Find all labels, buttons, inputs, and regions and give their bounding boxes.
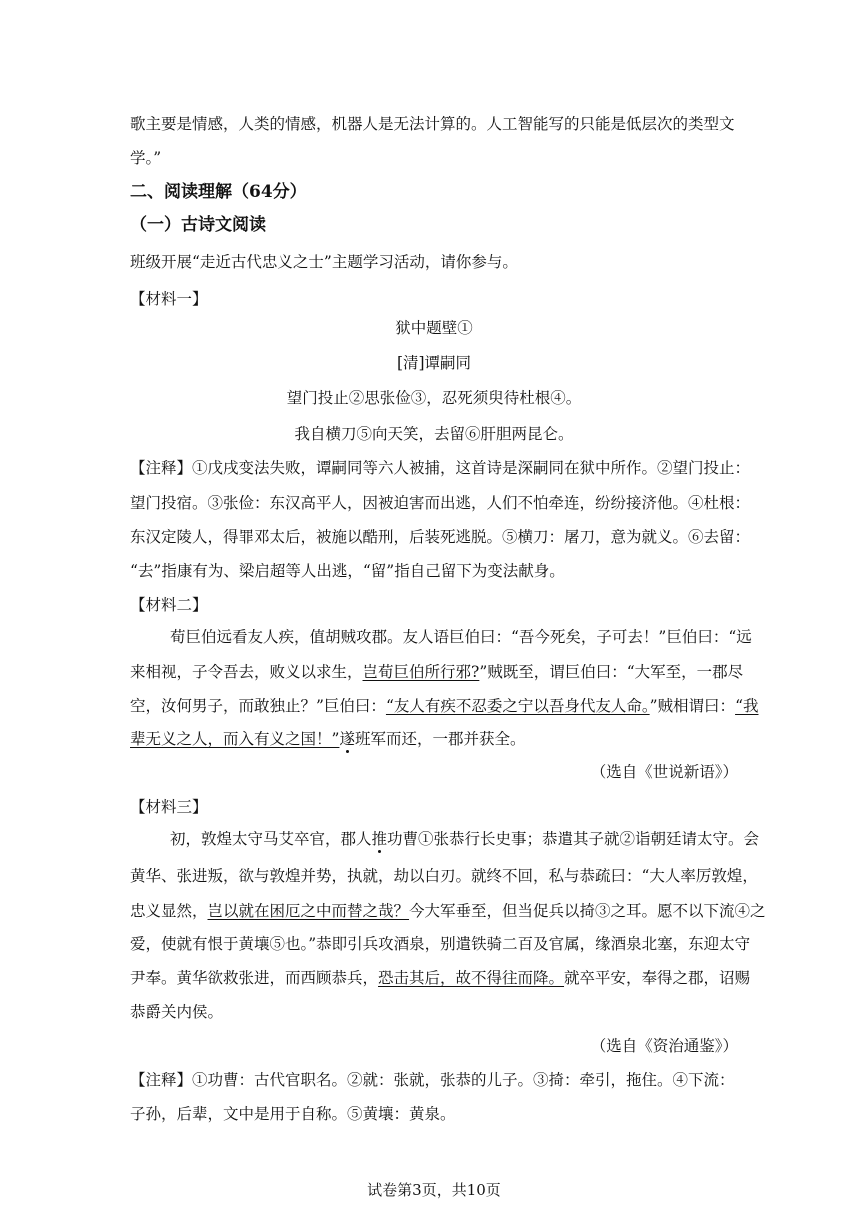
- poem-author: [清]谭嗣同: [396, 354, 472, 372]
- underlined-sentence: “友人有疾不忍委之宁以吾身代友人命。: [385, 697, 650, 715]
- text-line: [130, 729, 525, 749]
- text-span: 功曹①张恭行长史事；恭遣其子就②诣朝廷请太守。会: [387, 830, 760, 848]
- material-label: 【材料一】: [130, 290, 208, 308]
- text-line: [130, 901, 766, 921]
- poem-line: 望门投止②思张俭③，忍死须臾待杜根④。: [286, 389, 582, 407]
- text-line: [130, 968, 750, 988]
- underlined-sentence: 恐击其后，故不得往而降。: [378, 969, 565, 987]
- text-span: 忠义显然，: [130, 902, 208, 920]
- underlined-sentence: 岂以就在困厄之中而替之哉？: [207, 902, 410, 920]
- note-line: “去”指康有为、梁启超等人出逃，“留”指自己留下为变法献身。: [130, 562, 565, 580]
- page-footer: 试卷第3页，共10页: [367, 1181, 501, 1199]
- note-line: 望门投宿。③张俭：东汉高平人，因被迫害而出逃，人们不怕牵连，纷纷接济他。④杜根：: [130, 494, 751, 512]
- emphasis-dot-char: 遂: [339, 730, 355, 748]
- text-line: [170, 829, 759, 849]
- text-span: 班军而还，一郡并获全。: [354, 730, 526, 748]
- text-span: 就卒平安，奉得之郡，诏赐: [564, 969, 751, 987]
- note-line: 子孙，后辈，文中是用于自称。⑤黄壤：黄泉。: [130, 1105, 456, 1123]
- text-line: 学。”: [130, 149, 162, 167]
- material-label: 【材料三】: [130, 798, 208, 816]
- underlined-sentence: “我: [735, 697, 759, 715]
- note-line: 东汉定陵人，得罪邓太后，被施以酷刑，后装死逃脱。⑤横刀：屠刀，意为就义。⑥去留：: [130, 528, 751, 546]
- poem-title: 狱中题壁①: [395, 319, 473, 337]
- source-citation: （选自《资治通鉴》）: [590, 1037, 738, 1055]
- text-line: 恭爵关内侯。: [130, 1003, 224, 1021]
- intro-text: 班级开展“走近古代忠义之士”主题学习活动，请你参与。: [130, 253, 518, 271]
- text-span: 初，敦煌太守马艾卒官，郡人: [170, 830, 372, 848]
- text-span: 尹奉。黄华欲救张进，而西顾恭兵，: [130, 969, 379, 987]
- underlined-sentence: 辈无义之人，而入有义之国！”: [130, 730, 340, 748]
- material-label: 【材料二】: [130, 596, 208, 614]
- note-line: 【注释】①戊戌变法失败，谭嗣同等六人被捕，这首诗是深嗣同在狱中所作。②望门投止：: [130, 459, 751, 477]
- text-span: 空，汝何男子，而敢独止？”巨伯曰：: [130, 697, 386, 715]
- text-span: 来相视，子令吾去，败义以求生，: [130, 663, 363, 681]
- source-citation: （选自《世说新语》）: [590, 763, 738, 781]
- text-line: 荀巨伯远看友人疾，值胡贼攻郡。友人语巨伯曰：“吾今死矣，子可去！”巨伯曰：“远: [170, 628, 752, 646]
- emphasis-dot-char: 推: [371, 830, 388, 848]
- text-span: ”贼相谓曰：: [649, 697, 736, 715]
- underlined-sentence: 岂荀巨伯所行邪?: [362, 663, 480, 681]
- note-line: 【注释】①功曹：古代官职名。②就：张就，张恭的儿子。③掎：牵引，拖住。④下流：: [130, 1071, 735, 1089]
- text-line: 黄华、张进叛，欲与敦煌并势，执就，劫以白刃。就终不回，私与恭疏曰：“大人率厉敦煌，: [130, 867, 758, 885]
- text-line: [130, 662, 743, 682]
- text-line: 歌主要是情感，人类的情感，机器人是无法计算的。人工智能写的只能是低层次的类型文: [130, 115, 735, 133]
- section-title: 二、阅读理解（64分）: [130, 182, 307, 202]
- text-span: ”贼既至，谓巨伯曰：“大军至，一郡尽: [479, 663, 744, 681]
- poem-line: 我自横刀⑤向天笑，去留⑥肝胆两昆仑。: [294, 425, 574, 443]
- text-line: 爱，使就有恨于黄壤⑤也。”恭即引兵攻酒泉，别遣铁骑二百及官属，缘酒泉北塞，东迎太守: [130, 935, 751, 953]
- text-line: [130, 696, 759, 716]
- subsection-title: （一）古诗文阅读: [130, 215, 266, 235]
- text-span: 今大军垂至，但当促兵以掎③之耳。愿不以下流④之: [409, 902, 766, 920]
